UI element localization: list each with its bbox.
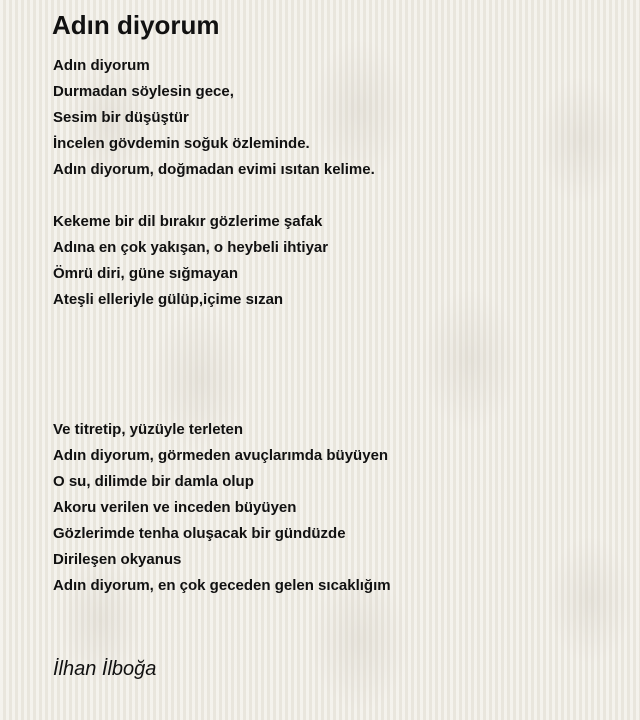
- poem-author: İlhan İlboğa: [53, 658, 157, 680]
- stanza-gap: [53, 313, 613, 417]
- stanza-gap: [53, 183, 613, 209]
- poem-line: Adın diyorum, görmeden avuçlarımda büyüyen: [53, 447, 389, 464]
- poem-body: [53, 53, 613, 599]
- poem-line: Adın diyorum, en çok geceden gelen sıcaklığım: [53, 577, 391, 594]
- poem-line: Adına en çok yakışan, o heybeli ihtiyar: [53, 239, 329, 256]
- poem-title: Adın diyorum: [52, 10, 220, 40]
- poem-line: O su, dilimde bir damla olup: [53, 473, 254, 490]
- stanza-2: [53, 209, 613, 313]
- poem-line: Ve titretip, yüzüyle terleten: [53, 421, 244, 438]
- poem-line: Adın diyorum, doğmadan evimi ısıtan kelime.: [53, 161, 375, 178]
- poem-line: Akoru verilen ve inceden büyüyen: [53, 499, 297, 516]
- poem-line: Sesim bir düşüştür: [53, 109, 189, 126]
- poem-line: Dirileşen okyanus: [53, 551, 182, 568]
- stanza-1: [53, 53, 613, 183]
- poem-line: Durmadan söylesin gece,: [53, 83, 234, 100]
- poem-line: İncelen gövdemin soğuk özleminde.: [53, 135, 310, 152]
- stanza-3: [53, 417, 613, 599]
- poem-line: Adın diyorum: [53, 57, 150, 74]
- poem-line: Kekeme bir dil bırakır gözlerime şafak: [53, 213, 323, 230]
- poem-line: Ömrü diri, güne sığmayan: [53, 265, 239, 282]
- poem-line: Ateşli elleriyle gülüp,içime sızan: [53, 291, 284, 308]
- poem-line: Gözlerimde tenha oluşacak bir gündüzde: [53, 525, 346, 542]
